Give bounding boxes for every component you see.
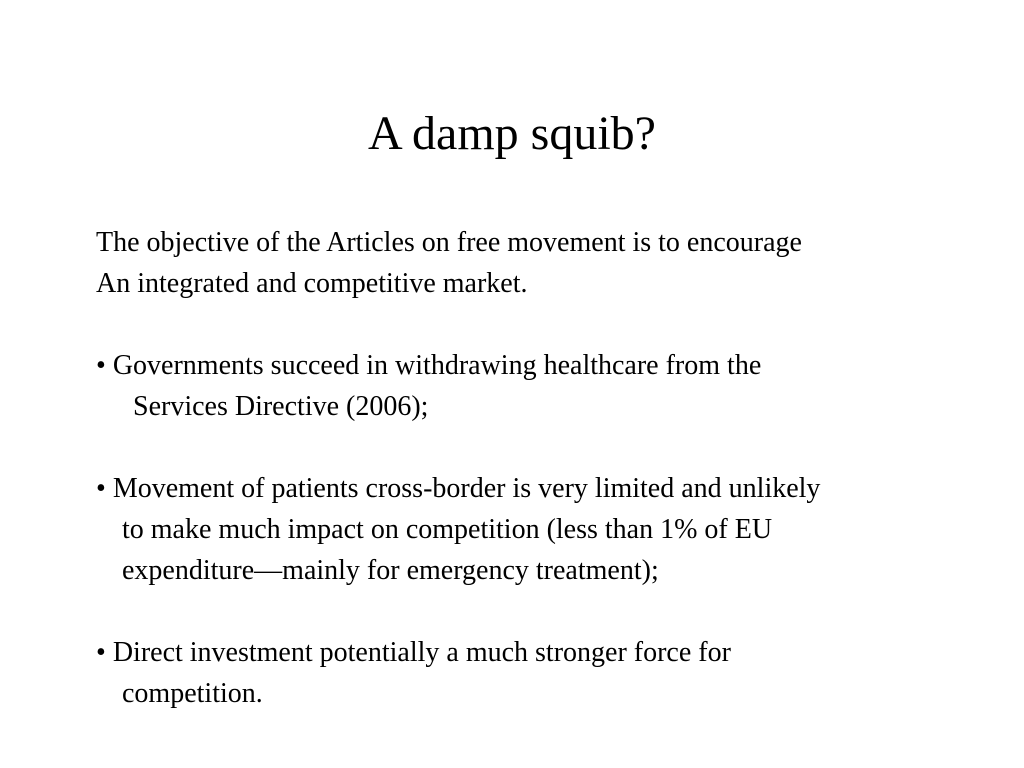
bullet-3-text-1: Direct investment potentially a much stronger force for — [112, 637, 731, 668]
spacer — [96, 427, 996, 468]
bullet-1-line-2: Services Directive (2006); — [133, 391, 429, 422]
bullet-marker: • — [96, 473, 106, 504]
bullet-3-line-1 — [96, 632, 996, 673]
slide-body — [96, 222, 996, 714]
slide-title: A damp squib? — [368, 107, 656, 160]
bullet-2-text-1: Movement of patients cross-border is very limited and unlikely — [112, 473, 821, 504]
spacer — [96, 591, 996, 632]
bullet-marker: • — [96, 350, 106, 381]
intro-line-2: An integrated and competitive market. — [96, 268, 528, 299]
bullet-3-line-2: competition. — [122, 678, 263, 709]
bullet-1-line-1 — [96, 345, 996, 386]
spacer — [96, 304, 996, 345]
bullet-marker: • — [96, 637, 106, 668]
intro-line-1: The objective of the Articles on free movement is to encourage — [96, 227, 802, 258]
bullet-2-line-3: expenditure—mainly for emergency treatment); — [122, 555, 659, 586]
bullet-2-line-2: to make much impact on competition (less than 1% of EU — [122, 514, 773, 545]
bullet-1-text-1: Governments succeed in withdrawing healthcare from the — [112, 350, 762, 381]
bullet-2-line-1 — [96, 468, 996, 509]
